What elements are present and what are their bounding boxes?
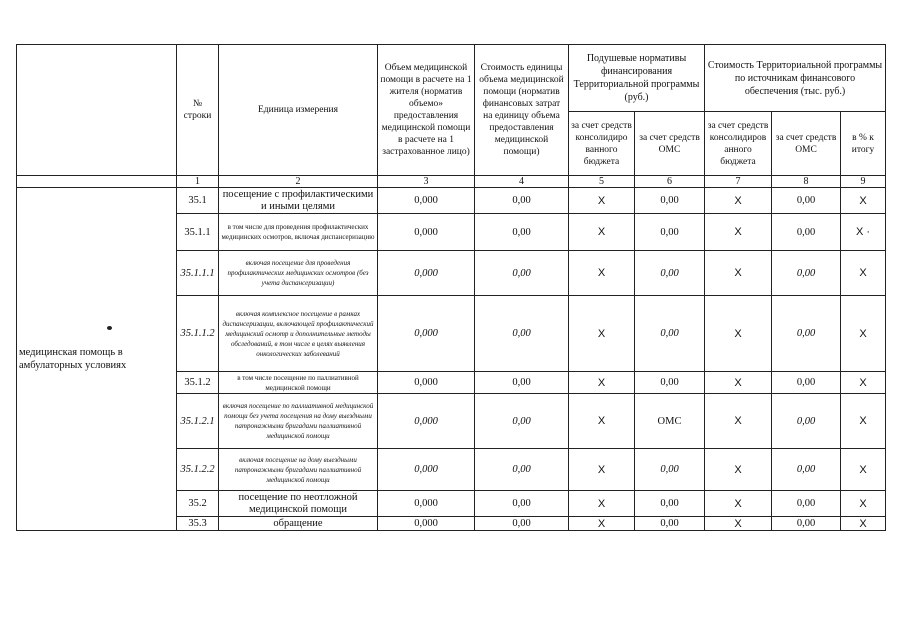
row-percent: X (841, 394, 886, 449)
row-cost: 0,00 (475, 491, 569, 517)
row-volume: 0,000 (378, 517, 475, 531)
row-oms: 0,00 (635, 449, 705, 491)
row-cost: 0,00 (475, 394, 569, 449)
row-oms: 0,00 (635, 296, 705, 372)
row-budget: X (569, 491, 635, 517)
row-code: 35.1 (177, 188, 219, 214)
row-budget: X (569, 296, 635, 372)
row-budget: X (569, 394, 635, 449)
row-volume: 0,000 (378, 251, 475, 296)
row-code: 35.3 (177, 517, 219, 531)
row-oms: 0,00 (635, 372, 705, 394)
row-oms-total: 0,00 (772, 372, 841, 394)
header-row-number: № строки (177, 45, 219, 176)
row-budget-total: X (705, 491, 772, 517)
row-oms: 0,00 (635, 251, 705, 296)
row-code: 35.1.2.2 (177, 449, 219, 491)
row-unit: включая комплексное посещение в рамках диспансеризации, включающей профилактический медицинский осмотр и дополнительные методы обследований, в том числе в целях выявления онкологических заболеваний (219, 296, 378, 372)
side-label-ambulatory: медицинская помощь в амбулаторных условиях (17, 188, 177, 531)
row-oms-total: 0,00 (772, 449, 841, 491)
col-number: 4 (475, 176, 569, 188)
row-percent: X (841, 188, 886, 214)
row-oms: 0,00 (635, 491, 705, 517)
row-unit: включая посещение на дому выездными патронажными бригадами паллиативной медицинской помощи (219, 449, 378, 491)
row-oms-total: 0,00 (772, 491, 841, 517)
row-volume: 0,000 (378, 372, 475, 394)
row-oms: OMC (635, 394, 705, 449)
col-number: 7 (705, 176, 772, 188)
header-cost-unit: Стоимость единицы объема медицинской помощи (норматив финансовых затрат на единицу объема предоставления медицинской помощи) (475, 45, 569, 176)
row-budget: X (569, 251, 635, 296)
row-unit: посещение по неотложной медицинской помощи (219, 491, 378, 517)
row-percent: X (841, 517, 886, 531)
row-oms: 0,00 (635, 188, 705, 214)
row-oms-total: 0,00 (772, 296, 841, 372)
col-number: 8 (772, 176, 841, 188)
row-percent: X (841, 449, 886, 491)
column-number-row (17, 176, 886, 188)
row-oms: 0,00 (635, 214, 705, 251)
row-oms-total: 0,00 (772, 188, 841, 214)
row-oms-total: 0,00 (772, 517, 841, 531)
row-unit: обращение (219, 517, 378, 531)
header-sub-budget: за счет средств консолидиро ванного бюджета (569, 112, 635, 176)
col-number: 2 (219, 176, 378, 188)
row-volume: 0,000 (378, 449, 475, 491)
header-unit: Единица измерения (219, 45, 378, 176)
row-unit: в том числе для проведения профилактических медицинских осмотров, включая диспансеризацию (219, 214, 378, 251)
row-budget: X (569, 449, 635, 491)
row-oms: 0,00 (635, 517, 705, 531)
col-number: 5 (569, 176, 635, 188)
row-oms-total: 0,00 (772, 214, 841, 251)
row-percent: X · (841, 214, 886, 251)
row-budget-total: X (705, 188, 772, 214)
row-volume: 0,000 (378, 491, 475, 517)
row-cost: 0,00 (475, 517, 569, 531)
row-unit: посещение с профилактическими и иными целями (219, 188, 378, 214)
row-code: 35.1.1.2 (177, 296, 219, 372)
col-number: 9 (841, 176, 886, 188)
row-budget-total: X (705, 394, 772, 449)
row-cost: 0,00 (475, 214, 569, 251)
row-volume: 0,000 (378, 214, 475, 251)
side-header-empty (17, 45, 177, 176)
row-budget-total: X (705, 251, 772, 296)
row-budget-total: X (705, 449, 772, 491)
row-budget-total: X (705, 214, 772, 251)
row-budget: X (569, 214, 635, 251)
header-sub-budget-2: за счет средств консолидиров анного бюджета (705, 112, 772, 176)
col-number-empty (17, 176, 177, 188)
row-volume: 0,000 (378, 296, 475, 372)
row-cost: 0,00 (475, 372, 569, 394)
row-cost: 0,00 (475, 251, 569, 296)
row-unit: включая посещение для проведения профилактических медицинских осмотров (без учета диспансеризации) (219, 251, 378, 296)
row-unit: в том числе посещение по паллиативной медицинской помощи (219, 372, 378, 394)
row-oms-total: 0,00 (772, 394, 841, 449)
row-volume: 0,000 (378, 188, 475, 214)
row-budget-total: X (705, 372, 772, 394)
row-code: 35.1.1.1 (177, 251, 219, 296)
row-percent: X (841, 491, 886, 517)
row-code: 35.1.1 (177, 214, 219, 251)
row-cost: 0,00 (475, 296, 569, 372)
financing-table (16, 44, 886, 531)
row-budget: X (569, 517, 635, 531)
header-sub-oms: за счет средств ОМС (635, 112, 705, 176)
row-cost: 0,00 (475, 449, 569, 491)
table-row (17, 188, 886, 214)
row-budget-total: X (705, 296, 772, 372)
row-percent: X (841, 372, 886, 394)
col-number: 3 (378, 176, 475, 188)
header-territorial-group: Стоимость Территориальной программы по источникам финансового обеспечения (тыс. руб.) (705, 45, 886, 112)
col-number: 6 (635, 176, 705, 188)
header-per-capita-group: Подушевые нормативы финансирования Территориальной программы (руб.) (569, 45, 705, 112)
row-volume: 0,000 (378, 394, 475, 449)
row-code: 35.2 (177, 491, 219, 517)
row-percent: X (841, 296, 886, 372)
row-cost: 0,00 (475, 188, 569, 214)
col-number: 1 (177, 176, 219, 188)
row-budget: X (569, 188, 635, 214)
header-sub-oms-2: за счет средств ОМС (772, 112, 841, 176)
ink-dot-mark (107, 326, 112, 330)
header-sub-percent: в % к итогу (841, 112, 886, 176)
row-unit: включая посещение по паллиативной медицинской помощи без учета посещения на дому выездными патронажными бригадами паллиативной медицинской помощи (219, 394, 378, 449)
header-volume: Объем медицинской помощи в расчете на 1 жителя (норматив объемо» предоставления медицинской помощи в расчете на 1 застрахованное лицо) (378, 45, 475, 176)
row-budget: X (569, 372, 635, 394)
row-budget-total: X (705, 517, 772, 531)
row-code: 35.1.2 (177, 372, 219, 394)
row-code: 35.1.2.1 (177, 394, 219, 449)
row-oms-total: 0,00 (772, 251, 841, 296)
row-percent: X (841, 251, 886, 296)
